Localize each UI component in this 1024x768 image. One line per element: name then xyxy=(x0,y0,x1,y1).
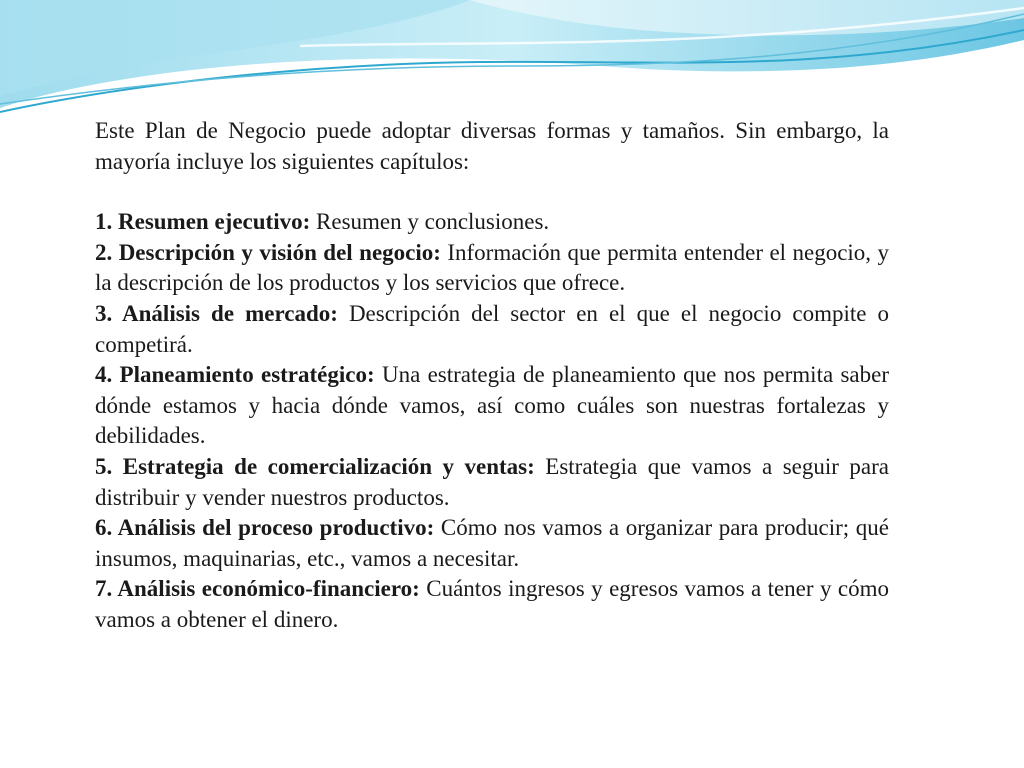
intro-paragraph: Este Plan de Negocio puede adoptar diversas formas y tamaños. Sin embargo, la mayoría incluye los siguientes capítulos: xyxy=(95,118,889,174)
slide-body xyxy=(95,116,889,636)
header-wave-decoration xyxy=(0,0,1024,120)
chapter-description: Resumen y conclusiones. xyxy=(310,209,550,235)
chapter-item xyxy=(95,574,889,635)
chapter-description: Cómo nos vamos a organizar para producir; qué insumos, maquinarias, etc., vamos a necesitar. xyxy=(95,515,890,571)
chapter-description: Información que permita entender el negocio, y la descripción de los productos y los servicios que ofrece. xyxy=(95,239,889,296)
chapter-title: 7. Análisis económico-financiero: xyxy=(95,576,420,602)
chapter-item xyxy=(95,513,889,574)
chapter-title: 6. Análisis del proceso productivo: xyxy=(95,515,435,541)
chapter-title: 1. Resumen ejecutivo: xyxy=(95,209,311,235)
chapter-item xyxy=(95,360,889,452)
chapter-title: 3. Análisis de mercado: xyxy=(95,300,338,326)
chapter-title: 5. Estrategia de comercialización y ventas: xyxy=(95,453,535,479)
chapter-description: Estrategia que vamos a seguir para distribuir y vender nuestros productos. xyxy=(95,453,889,510)
chapter-title: 4. Planeamiento estratégico: xyxy=(95,362,375,388)
chapter-item xyxy=(95,238,889,299)
chapter-description: Una estrategia de planeamiento que nos permita saber dónde estamos y hacia dónde vamos, así como cuáles son nuestras fortalezas y debilidades. xyxy=(95,362,889,449)
chapter-item xyxy=(95,452,889,513)
chapter-description: Cuántos ingresos y egresos vamos a tener y cómo vamos a obtener el dinero. xyxy=(95,576,889,632)
chapter-item xyxy=(95,207,889,238)
chapter-title: 2. Descripción y visión del negocio: xyxy=(95,239,441,265)
chapter-description: Descripción del sector en el que el negocio compite o competirá. xyxy=(95,300,889,357)
chapter-item xyxy=(95,299,889,360)
